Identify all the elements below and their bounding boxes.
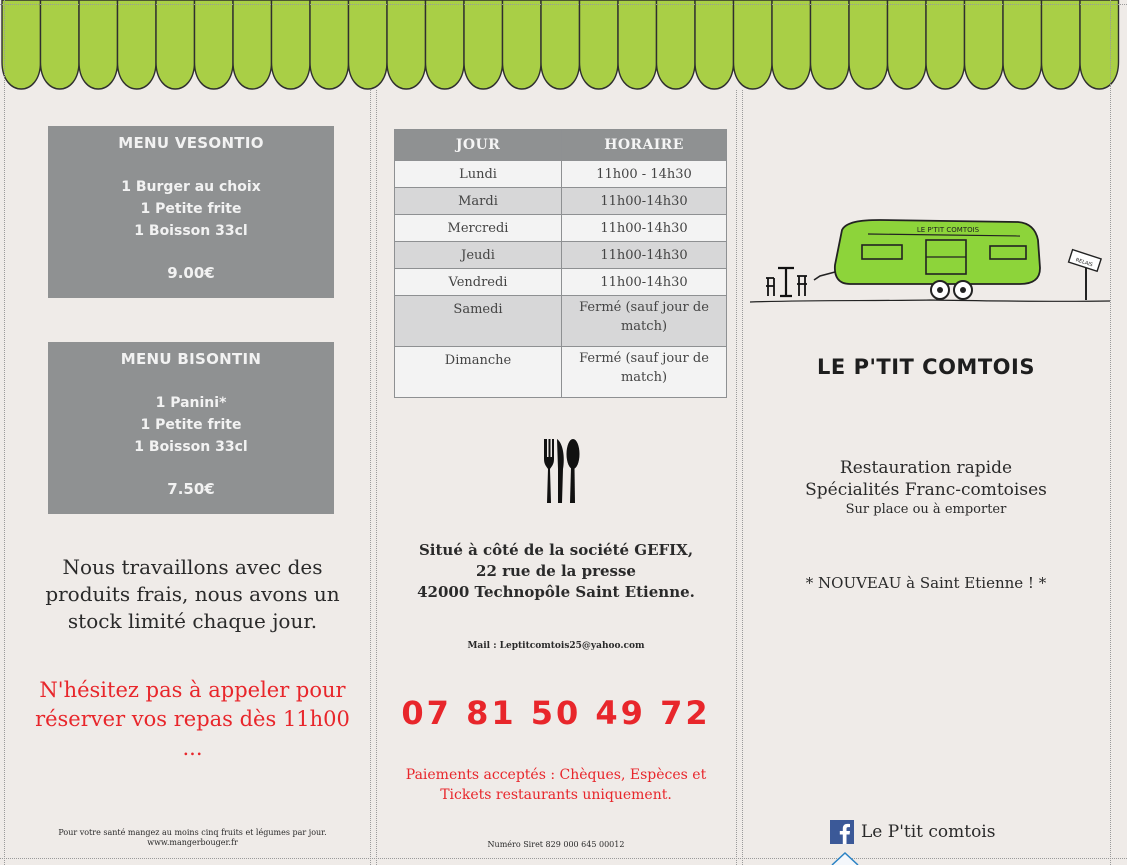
- hours-cell: Fermé (sauf jour de match): [562, 347, 727, 398]
- address-line: 22 rue de la presse: [476, 562, 636, 580]
- health-notice: [20, 828, 365, 848]
- table-row: [395, 347, 727, 398]
- table-row: [395, 215, 727, 242]
- table-row: [395, 161, 727, 188]
- tagline-line: Sur place ou à emporter: [845, 502, 1007, 517]
- table-row: [395, 188, 727, 215]
- caravan-sign: LE P'TIT COMTOIS: [916, 226, 980, 234]
- hours-cell: 11h00-14h30: [562, 242, 727, 269]
- health-notice-line: Pour votre santé mangez au moins cinq fruits et légumes par jour.: [58, 828, 327, 837]
- payments-line: Paiements acceptés : Chèques, Espèces et: [405, 767, 707, 783]
- day-cell: Mardi: [395, 188, 562, 215]
- hours-cell: 11h00-14h30: [562, 269, 727, 296]
- caravan-illustration: [750, 210, 1110, 310]
- menu-item: 1 Petite frite: [140, 201, 242, 217]
- facebook-link[interactable]: [830, 820, 995, 844]
- fold-line-2: [736, 90, 737, 865]
- table-row: [395, 269, 727, 296]
- menu-card-bisontin: [48, 342, 334, 514]
- menu-item: 1 Panini*: [155, 395, 227, 411]
- opening-hours-table: [394, 129, 727, 398]
- day-cell: Lundi: [395, 161, 562, 188]
- day-cell: Jeudi: [395, 242, 562, 269]
- menu-card-vesontio: [48, 126, 334, 298]
- menu-price: 7.50€: [167, 480, 215, 498]
- fresh-products-text: Nous travaillons avec des produits frais, nous avons un stock limité chaque jour.: [45, 555, 340, 633]
- address-line: 42000 Technopôle Saint Etienne.: [417, 583, 695, 601]
- right-panel: [742, 0, 1110, 865]
- payments-line: Tickets restaurants uniquement.: [440, 787, 672, 803]
- menu-item: 1 Boisson 33cl: [134, 223, 248, 239]
- email-text[interactable]: Mail : Leptitcomtois25@yahoo.com: [467, 641, 645, 651]
- signpost-text: RELAIS: [1074, 257, 1094, 269]
- hours-cell: Fermé (sauf jour de match): [562, 296, 727, 347]
- new-announcement: * NOUVEAU à Saint Etienne ! *: [805, 574, 1047, 592]
- phone-number[interactable]: 07 81 50 49 72: [401, 694, 711, 732]
- hours-cell: 11h00 - 14h30: [562, 161, 727, 188]
- menu-item: 1 Boisson 33cl: [134, 439, 248, 455]
- payments-text: [376, 765, 736, 805]
- health-website-link[interactable]: www.mangerbouger.fr: [147, 838, 238, 847]
- trim-line-right: [1110, 0, 1111, 865]
- menu-item: 1 Petite frite: [140, 417, 242, 433]
- hours-cell: 11h00-14h30: [562, 215, 727, 242]
- day-cell: Dimanche: [395, 347, 562, 398]
- knife-fork-spoon-icon: [541, 439, 581, 505]
- hours-cell: 11h00-14h30: [562, 188, 727, 215]
- facebook-icon: [830, 820, 854, 844]
- table-row: [395, 296, 727, 347]
- cursor-indicator: [830, 850, 860, 865]
- day-cell: Vendredi: [395, 269, 562, 296]
- menu-title: MENU BISONTIN: [120, 350, 262, 368]
- siret-number: Numéro Siret 829 000 645 00012: [487, 840, 625, 849]
- address-block: [376, 540, 736, 603]
- menu-price: 9.00€: [167, 264, 215, 282]
- day-cell: Mercredi: [395, 215, 562, 242]
- facebook-label: Le P'tit comtois: [861, 822, 996, 842]
- middle-panel: [376, 0, 736, 865]
- address-line: Situé à côté de la société GEFIX,: [418, 541, 694, 559]
- table-header-day: JOUR: [395, 130, 562, 161]
- menu-title: MENU VESONTIO: [118, 134, 264, 152]
- table-row: [395, 242, 727, 269]
- tagline-line: Spécialités Franc-comtoises: [805, 480, 1047, 500]
- tagline-block: [742, 457, 1110, 519]
- call-to-reserve-text: N'hésitez pas à appeler pour réserver vos repas dès 11h00 ...: [35, 678, 350, 760]
- day-cell: Samedi: [395, 296, 562, 347]
- menu-item: 1 Burger au choix: [121, 179, 261, 195]
- fold-line-1: [370, 90, 371, 865]
- tagline-line: Restauration rapide: [839, 458, 1013, 478]
- brand-title: LE P'TIT COMTOIS: [817, 355, 1035, 379]
- left-panel: [0, 0, 370, 865]
- table-header-hours: HORAIRE: [562, 130, 727, 161]
